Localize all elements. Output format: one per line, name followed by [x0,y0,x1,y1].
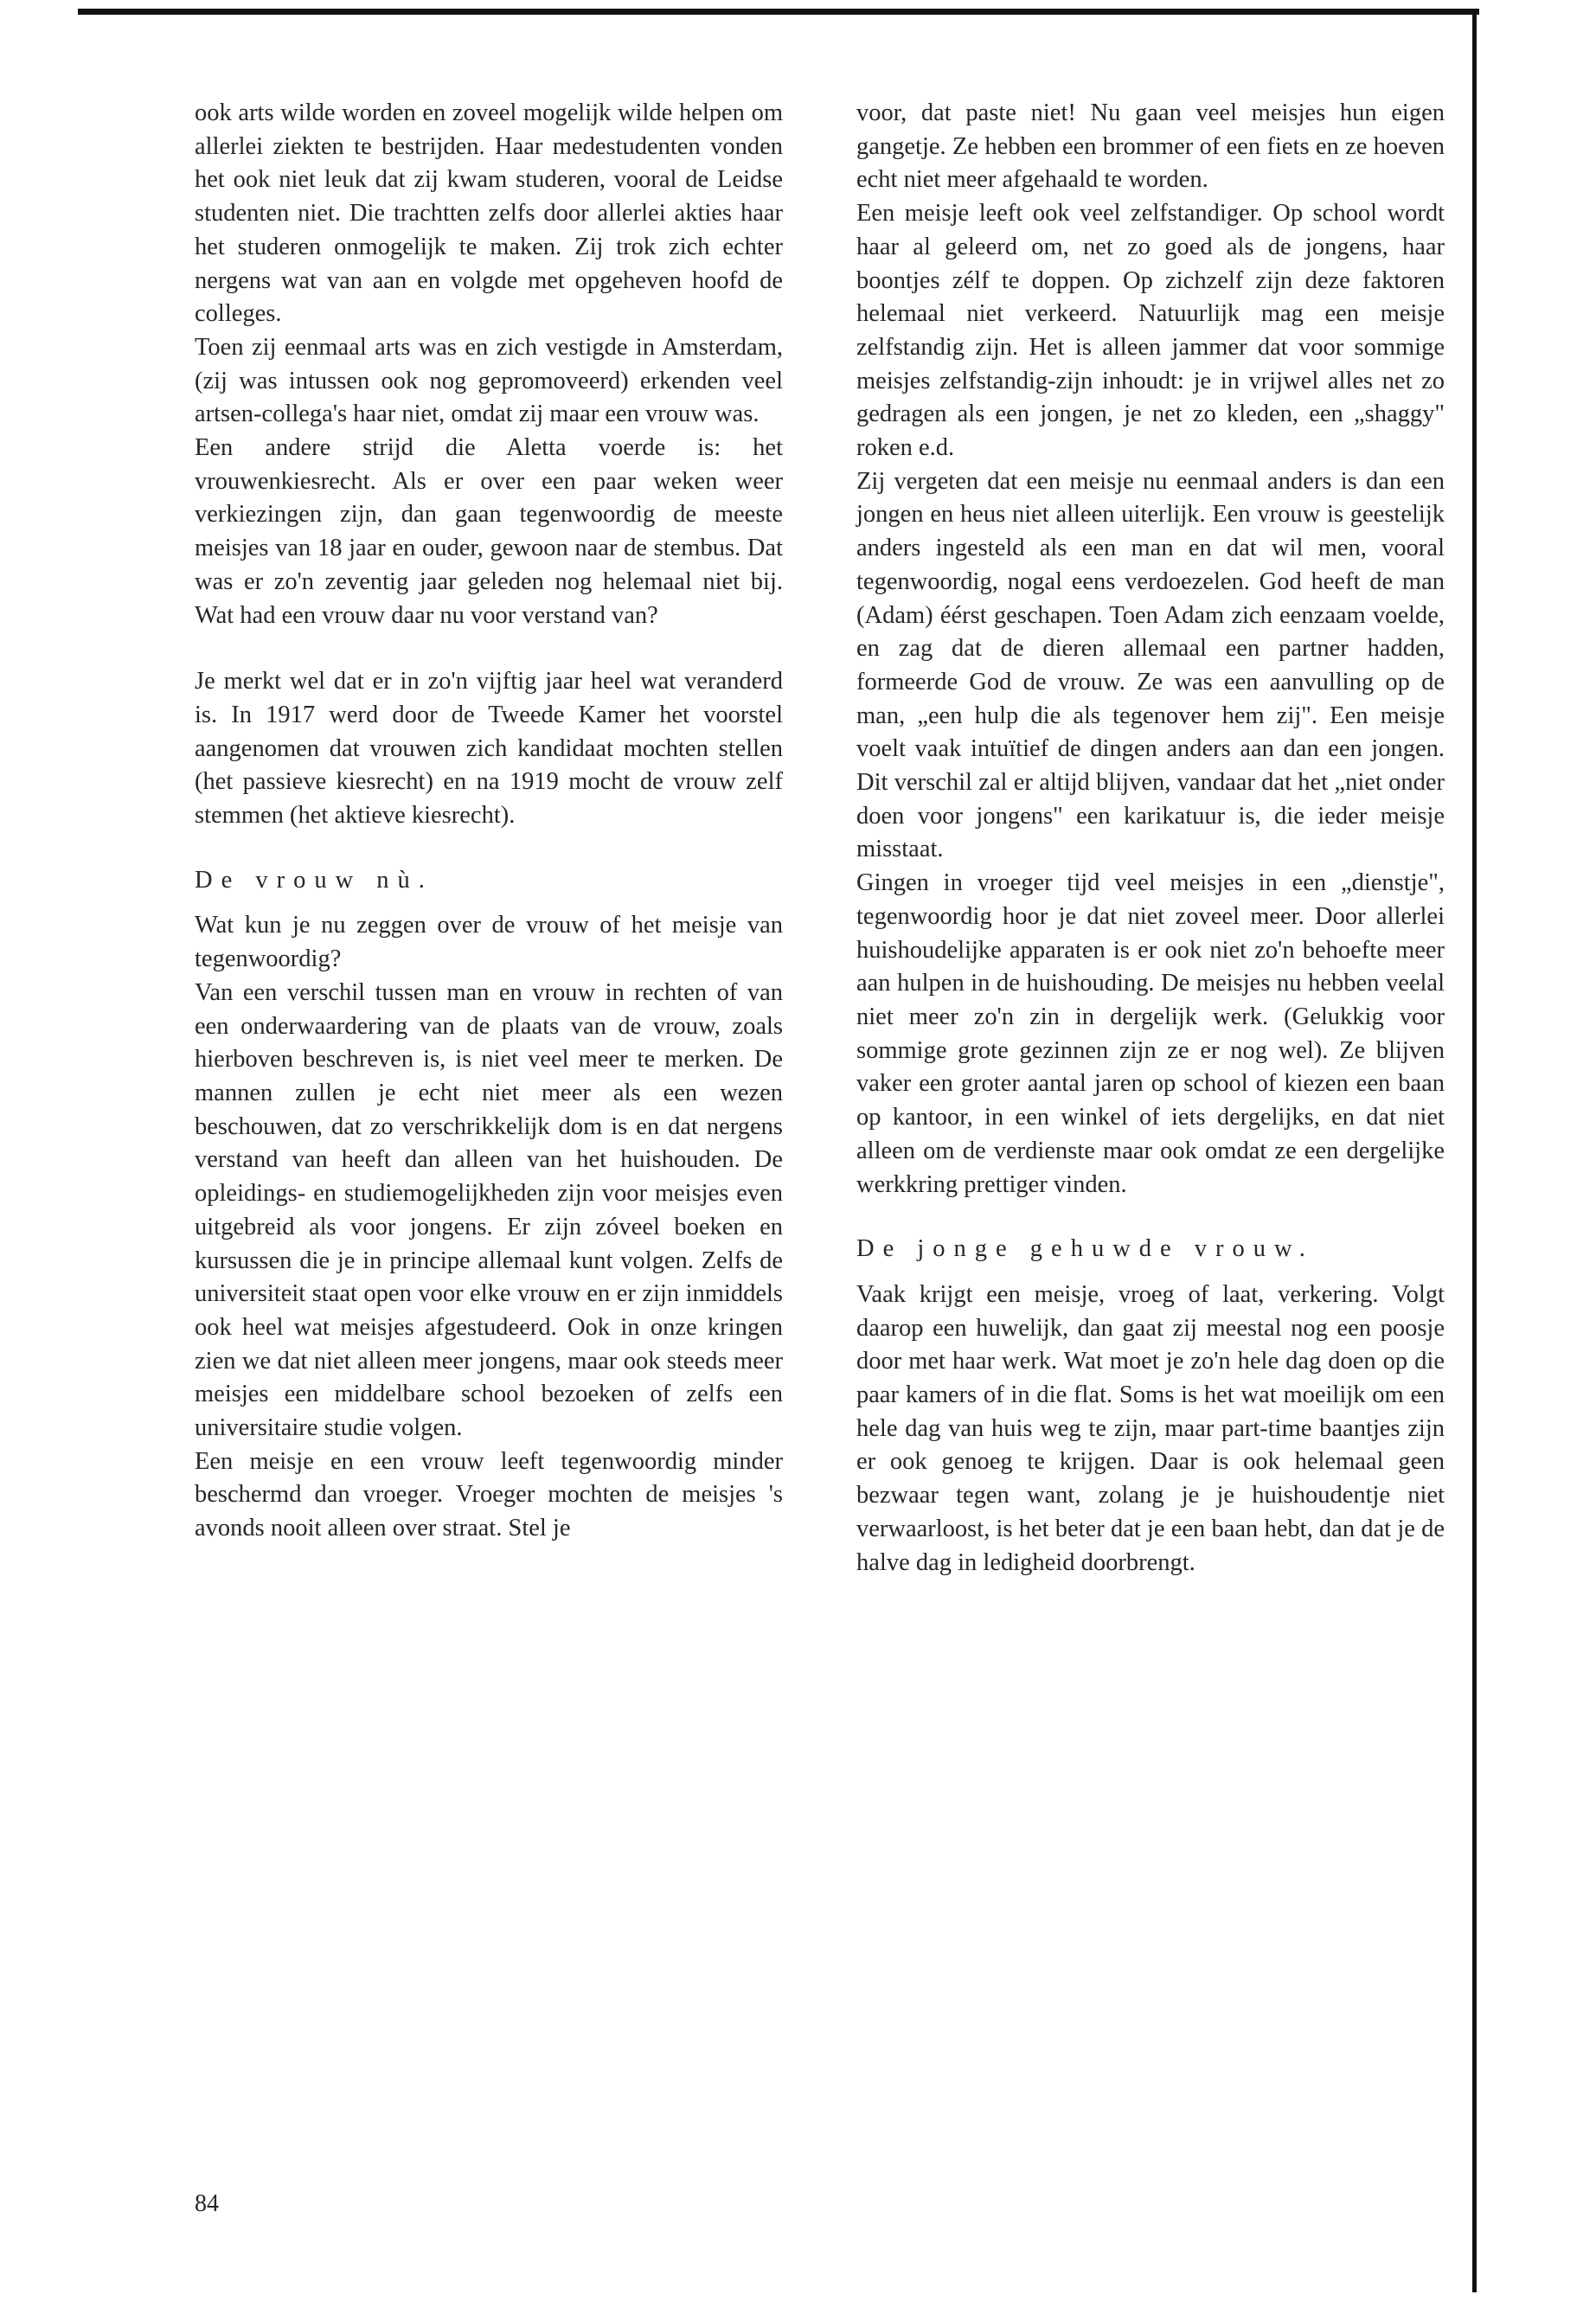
left-paragraph-1: ook arts wilde worden en zoveel mogelijk wilde helpen om allerlei ziekten te bestrijden. Haar medestudenten vonden het ook niet leuk dat zij kwam studeren, vooral de Leidse studenten niet. Die trachtten zelfs door allerlei akties haar het studeren onmogelijk te maken. Zij trok zich echter nergens wat van aan en volgde met opgeheven hoofd de colleges. [195,99,783,328]
top-border-rule [78,9,1479,15]
section-heading-de-vrouw-nu: De vrouw nù. [195,866,433,894]
right-column [856,97,1445,1580]
right-paragraph-5: Vaak krijgt een meisje, vroeg of laat, verkering. Volgt daarop een huwelijk, dan gaat zij meestal nog een poosje door met haar werk. Wat moet je zo'n hele dag doen op die paar kamers of in die flat. Soms is het wat moeilijk om een hele dag van huis weg te zijn, maar part-time baantjes zijn er ook genoeg te krijgen. Daar is ook helemaal geen bezwaar tegen want, zolang je je huishoudentje niet verwaarloost, is het beter dat je een baan hebt, dan dat je de halve dag in ledigheid doorbrengt. [856,1280,1445,1576]
page-number: 84 [195,2190,219,2217]
section-heading-jonge-gehuwde-vrouw: De jonge gehuwde vrouw. [856,1235,1314,1263]
left-paragraph-4: Je merkt wel dat er in zo'n vijftig jaar heel wat veranderd is. In 1917 werd door de Tweede Kamer het voorstel aangenomen dat vrouwen zich kandidaat mochten stellen (het passieve kiesrecht) en na 1919 mocht de vrouw zelf stemmen (het aktieve kiesrecht). [195,668,783,830]
right-border-rule [1472,9,1477,2292]
left-paragraph-6: Van een verschil tussen man en vrouw in rechten of van een onderwaardering van de plaats van de vrouw, zoals hierboven beschreven is, is niet veel meer te merken. De mannen zullen je echt niet meer als een wezen beschouwen, dat zo verschrikkelijk dom is en dat nergens verstand van heeft dan alleen van het huishouden. De opleidings- en studiemogelijkheden zijn voor meisjes even uitgebreid als voor jongens. Er zijn zóveel boeken en kursussen die je in principe allemaal kunt volgen. Zelfs de universiteit staat open voor elke vrouw en er zijn inmiddels ook heel wat meisjes afgestudeerd. Ook in onze kringen zien we dat niet alleen meer jongens, maar ook steeds meer meisjes een middelbare school bezoeken of zelfs een universitaire studie volgen. [195,978,783,1442]
left-column [195,97,783,1546]
left-paragraph-2: Toen zij eenmaal arts was en zich vestigde in Amsterdam, (zij was intussen ook nog gepromoveerd) erkenden veel artsen-collega's haar niet, omdat zij maar een vrouw was. [195,333,783,428]
right-paragraph-1: voor, dat paste niet! Nu gaan veel meisjes hun eigen gangetje. Ze hebben een brommer of een fiets en ze hoeven echt niet meer afgehaald te worden. [856,99,1445,194]
right-paragraph-4: Gingen in vroeger tijd veel meisjes in een „dienstje", tegenwoordig hoor je dat niet zoveel meer. Door allerlei huishoudelijke apparaten is er ook niet zo'n behoefte meer aan hulpen in de huishouding. De meisjes nu hebben veelal niet meer zo'n zin in dergelijk werk. (Gelukkig voor sommige grote gezinnen zijn ze er nog wel). Ze blijven vaker een groter aantal jaren op school of kiezen een baan op kantoor, in een winkel of iets dergelijks, en dat niet alleen om de verdienste maar ook omdat ze een dergelijke werkkring prettiger vinden. [856,869,1445,1198]
left-paragraph-3: Een andere strijd die Aletta voerde is: het vrouwenkiesrecht. Als er over een paar weken weer verkiezingen zijn, dan gaan tegenwoordig de meeste meisjes van 18 jaar en ouder, gewoon naar de stembus. Dat was er zo'n zeventig jaar geleden nog helemaal niet bij. Wat had een vrouw daar nu voor verstand van? [195,434,783,629]
left-paragraph-7: Een meisje en een vrouw leeft tegenwoordig minder beschermd dan vroeger. Vroeger mochten de meisjes 's avonds nooit alleen over straat. Stel je [195,1447,783,1542]
right-paragraph-2: Een meisje leeft ook veel zelfstandiger. Op school wordt haar al geleerd om, net zo goed als de jongens, haar boontjes zélf te doppen. Op zichzelf zijn deze faktoren helemaal niet verkeerd. Natuurlijk mag een meisje zelfstandig zijn. Het is alleen jammer dat voor sommige meisjes zelfstandig-zijn inhoudt: je in vrijwel alles net zo gedragen als een jongen, je net zo kleden, een „shaggy" roken e.d. [856,200,1445,462]
left-paragraph-5: Wat kun je nu zeggen over de vrouw of het meisje van tegenwoordig? [195,912,783,973]
right-paragraph-3: Zij vergeten dat een meisje nu eenmaal anders is dan een jongen en heus niet alleen uiterlijk. Een vrouw is geestelijk anders ingesteld als een man en dat wil men, vooral tegenwoordig, nogal eens verdoezelen. God heeft de man (Adam) éérst geschapen. Toen Adam zich eenzaam voelde, en zag dat de dieren allemaal een partner hadden, formeerde God de vrouw. Ze was een aanvulling op de man, „een hulp die als tegenover hem zij". Een meisje voelt vaak intuïtief de dingen anders aan dan een jongen. Dit verschil zal er altijd blijven, vandaar dat het „niet onder doen voor jongens" een karikatuur is, die ieder meisje misstaat. [856,467,1445,863]
